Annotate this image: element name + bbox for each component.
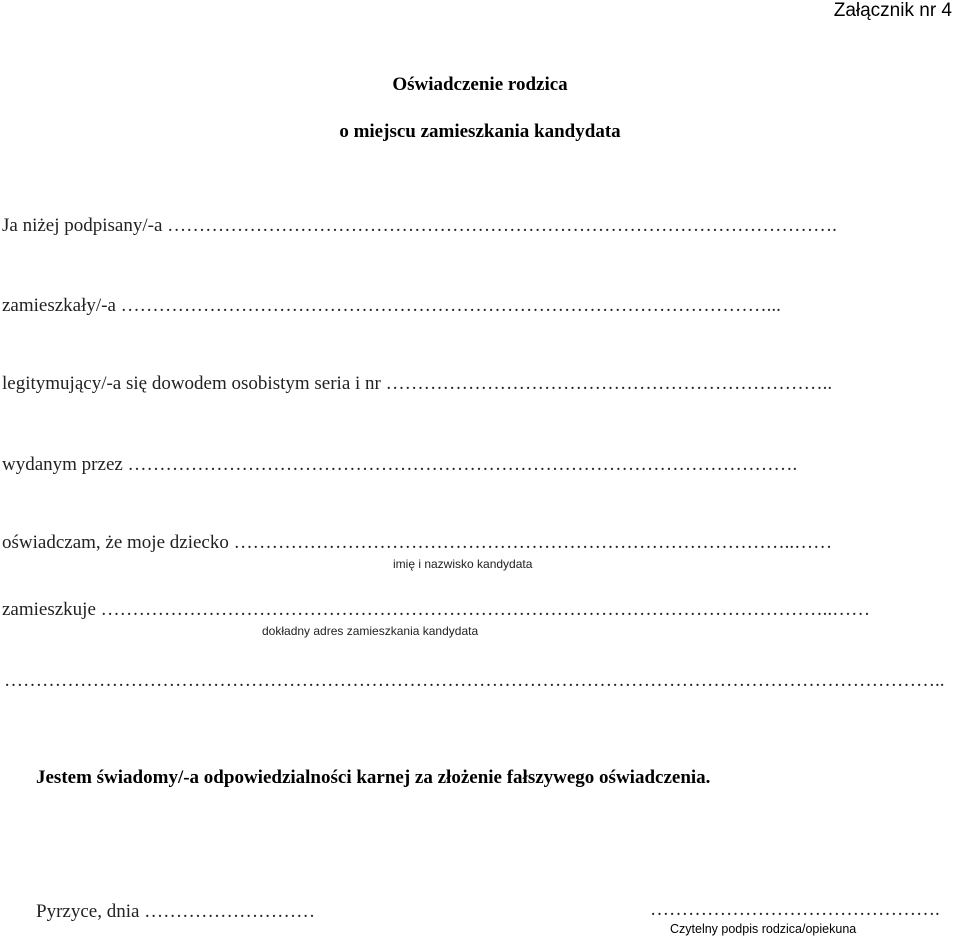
child-address-field[interactable]: zamieszkuje ……………………………………………………………………………………………………..…… <box>2 599 871 620</box>
liability-statement: Jestem świadomy/-a odpowiedzialności karnej za złożenie fałszywego oświadczenia. <box>36 767 711 788</box>
document-subtitle: o miejscu zamieszkania kandydata <box>339 121 621 142</box>
id-document-field[interactable]: legitymujący/-a się dowodem osobistym seria i nr …………………………………………………………….. <box>2 373 833 394</box>
child-name-field[interactable]: oświadczam, że moje dziecko ……………………………………………………………………………..…… <box>2 532 833 553</box>
signature-caption: Czytelny podpis rodzica/opiekuna <box>670 922 857 936</box>
signature-line[interactable]: ………………………………………. <box>650 899 940 920</box>
child-address-caption: dokładny adres zamieszkania kandydata <box>262 624 479 638</box>
residence-field[interactable]: zamieszkały/-a …………………………………………………………………………………………... <box>2 295 781 316</box>
issued-by-field[interactable]: wydanym przez ……………………………………………………………………………………………. <box>2 454 798 475</box>
document-title: Oświadczenie rodzica <box>392 74 568 95</box>
signer-name-field[interactable]: Ja niżej podpisany/-a ……………………………………………………………………………………………. <box>2 215 837 236</box>
child-name-caption: imię i nazwisko kandydata <box>393 557 533 571</box>
child-address-continuation-field[interactable]: ………………………………………………………………………………………………………………………………….. <box>4 670 945 691</box>
place-date-field[interactable]: Pyrzyce, dnia ……………………… <box>36 901 316 922</box>
attachment-label: Załącznik nr 4 <box>833 0 952 21</box>
